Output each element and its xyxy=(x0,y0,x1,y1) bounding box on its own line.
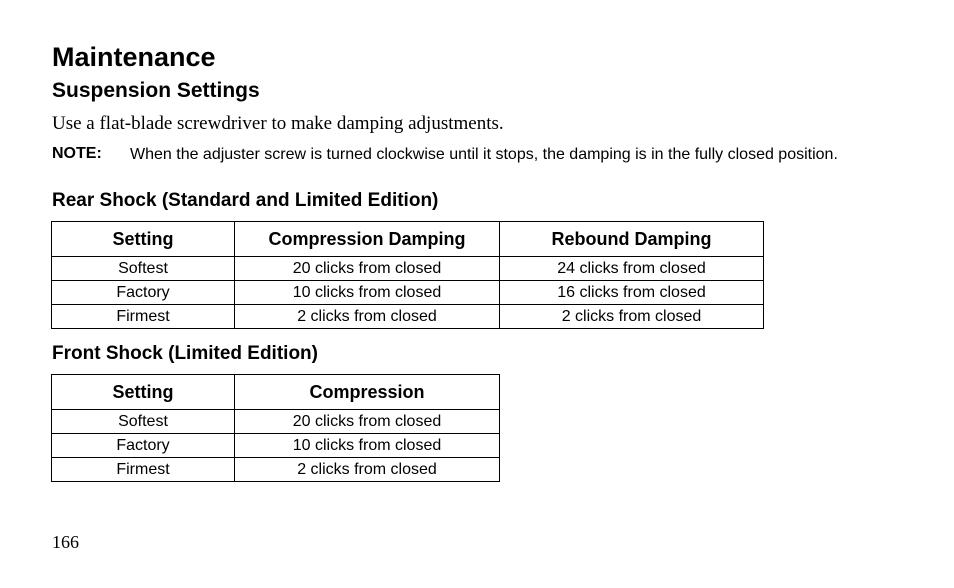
table-row xyxy=(52,257,764,281)
table-cell: Factory xyxy=(52,434,235,458)
table-cell: Firmest xyxy=(52,458,235,482)
subsection-title: Suspension Settings xyxy=(52,79,260,102)
table-cell: 16 clicks from closed xyxy=(500,281,764,305)
column-header: Compression Damping xyxy=(235,222,500,257)
column-header: Setting xyxy=(52,222,235,257)
column-header: Setting xyxy=(52,375,235,410)
note-label: NOTE: xyxy=(52,145,102,162)
page-number: 166 xyxy=(52,532,79,552)
section-title: Maintenance xyxy=(52,42,216,72)
table-cell: Firmest xyxy=(52,305,235,329)
table-row xyxy=(52,281,764,305)
table-cell: 2 clicks from closed xyxy=(235,458,500,482)
note-text: When the adjuster screw is turned clockwise until it stops, the damping is in the fully closed position. xyxy=(130,146,838,163)
front-shock-table xyxy=(51,374,500,482)
rear-shock-title: Rear Shock (Standard and Limited Edition) xyxy=(52,190,439,211)
table-row xyxy=(52,305,764,329)
table-cell: 2 clicks from closed xyxy=(235,305,500,329)
table-header-row xyxy=(52,222,764,257)
column-header: Rebound Damping xyxy=(500,222,764,257)
table-cell: Factory xyxy=(52,281,235,305)
table-cell: 10 clicks from closed xyxy=(235,434,500,458)
table-cell: Softest xyxy=(52,410,235,434)
front-shock-title: Front Shock (Limited Edition) xyxy=(52,343,318,364)
table-cell: 20 clicks from closed xyxy=(235,257,500,281)
table-cell: 2 clicks from closed xyxy=(500,305,764,329)
rear-shock-table xyxy=(51,221,764,329)
table-cell: 20 clicks from closed xyxy=(235,410,500,434)
table-cell: 24 clicks from closed xyxy=(500,257,764,281)
table-row xyxy=(52,410,500,434)
intro-text: Use a flat-blade screwdriver to make damping adjustments. xyxy=(52,113,504,134)
table-cell: 10 clicks from closed xyxy=(235,281,500,305)
table-header-row xyxy=(52,375,500,410)
table-row xyxy=(52,458,500,482)
table-cell: Softest xyxy=(52,257,235,281)
column-header: Compression xyxy=(235,375,500,410)
table-row xyxy=(52,434,500,458)
